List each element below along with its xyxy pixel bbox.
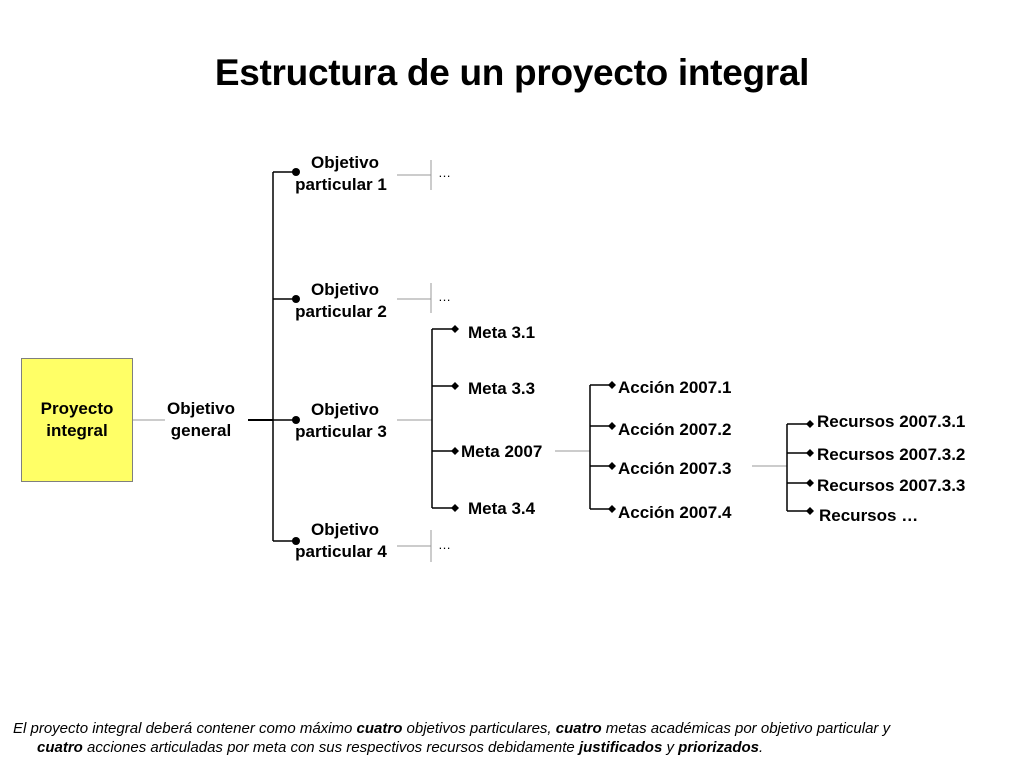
objetivo-particular-1-line2: particular 1 <box>295 175 387 194</box>
recurso-node-3: Recursos 2007.3.3 <box>817 476 966 495</box>
objetivo-particular-2-line2: particular 2 <box>295 302 387 321</box>
recurso-node-1: Recursos 2007.3.1 <box>817 412 966 431</box>
objetivo-particular-2-node <box>283 279 399 323</box>
meta-node-3: Meta 2007 <box>461 442 543 461</box>
objetivo-general-node: Objetivo general <box>166 399 235 440</box>
objetivo-particular-4-more: … <box>438 537 451 552</box>
objetivo-particular-3-node <box>283 399 399 443</box>
accion-node-1: Acción 2007.1 <box>618 378 732 397</box>
recurso-node-4: Recursos … <box>819 506 919 525</box>
accion-node-4: Acción 2007.4 <box>618 503 732 522</box>
root-node-proyecto-integral <box>21 358 133 482</box>
footer-line1-segment-1: cuatro <box>356 720 403 737</box>
page-title: Estructura de un proyecto integral <box>214 52 810 93</box>
accion-node-2: Acción 2007.2 <box>618 420 732 439</box>
footer-line1-segment-3: cuatro <box>555 720 602 737</box>
footer-line2-segment-1: acciones articuladas por meta con sus respectivos recursos debidamente <box>82 739 579 756</box>
meta-node-4: Meta 3.4 <box>468 499 536 518</box>
footer-line2-segment-3: y <box>662 739 679 756</box>
meta-node-1: Meta 3.1 <box>468 323 536 342</box>
footer-line-1 <box>13 719 1013 738</box>
objetivo-particular-4-node <box>283 519 399 563</box>
objetivo-particular-3-line2: particular 3 <box>295 422 387 441</box>
footer-line2-segment-2: justificados <box>578 739 663 756</box>
objetivo-particular-1-line1: Objetivo <box>310 153 379 172</box>
root-node-label: Proyecto integral <box>40 399 114 440</box>
recurso-node-2: Recursos 2007.3.2 <box>817 445 966 464</box>
footer-note <box>13 719 1013 757</box>
footer-line-2 <box>13 738 1013 757</box>
footer-line2-segment-5: . <box>759 739 764 756</box>
objetivo-particular-1-node <box>283 152 399 196</box>
meta-node-2: Meta 3.3 <box>468 379 536 398</box>
footer-line2-segment-4: priorizados <box>678 739 759 756</box>
objetivo-particular-4-line1: Objetivo <box>310 520 379 539</box>
footer-line2-segment-0: cuatro <box>37 739 83 756</box>
objetivo-particular-3-line1: Objetivo <box>310 400 379 419</box>
objetivo-particular-2-more: … <box>438 289 451 304</box>
footer-line1-segment-4: metas académicas por objetivo particular y <box>601 720 891 737</box>
footer-line1-segment-2: objetivos particulares, <box>402 720 556 737</box>
objetivo-particular-1-more: … <box>438 165 451 180</box>
footer-line1-segment-0: El proyecto integral deberá contener como máximo <box>13 720 357 737</box>
objetivo-particular-2-line1: Objetivo <box>310 280 379 299</box>
objetivo-particular-4-line2: particular 4 <box>295 542 387 561</box>
accion-node-3: Acción 2007.3 <box>618 459 732 478</box>
